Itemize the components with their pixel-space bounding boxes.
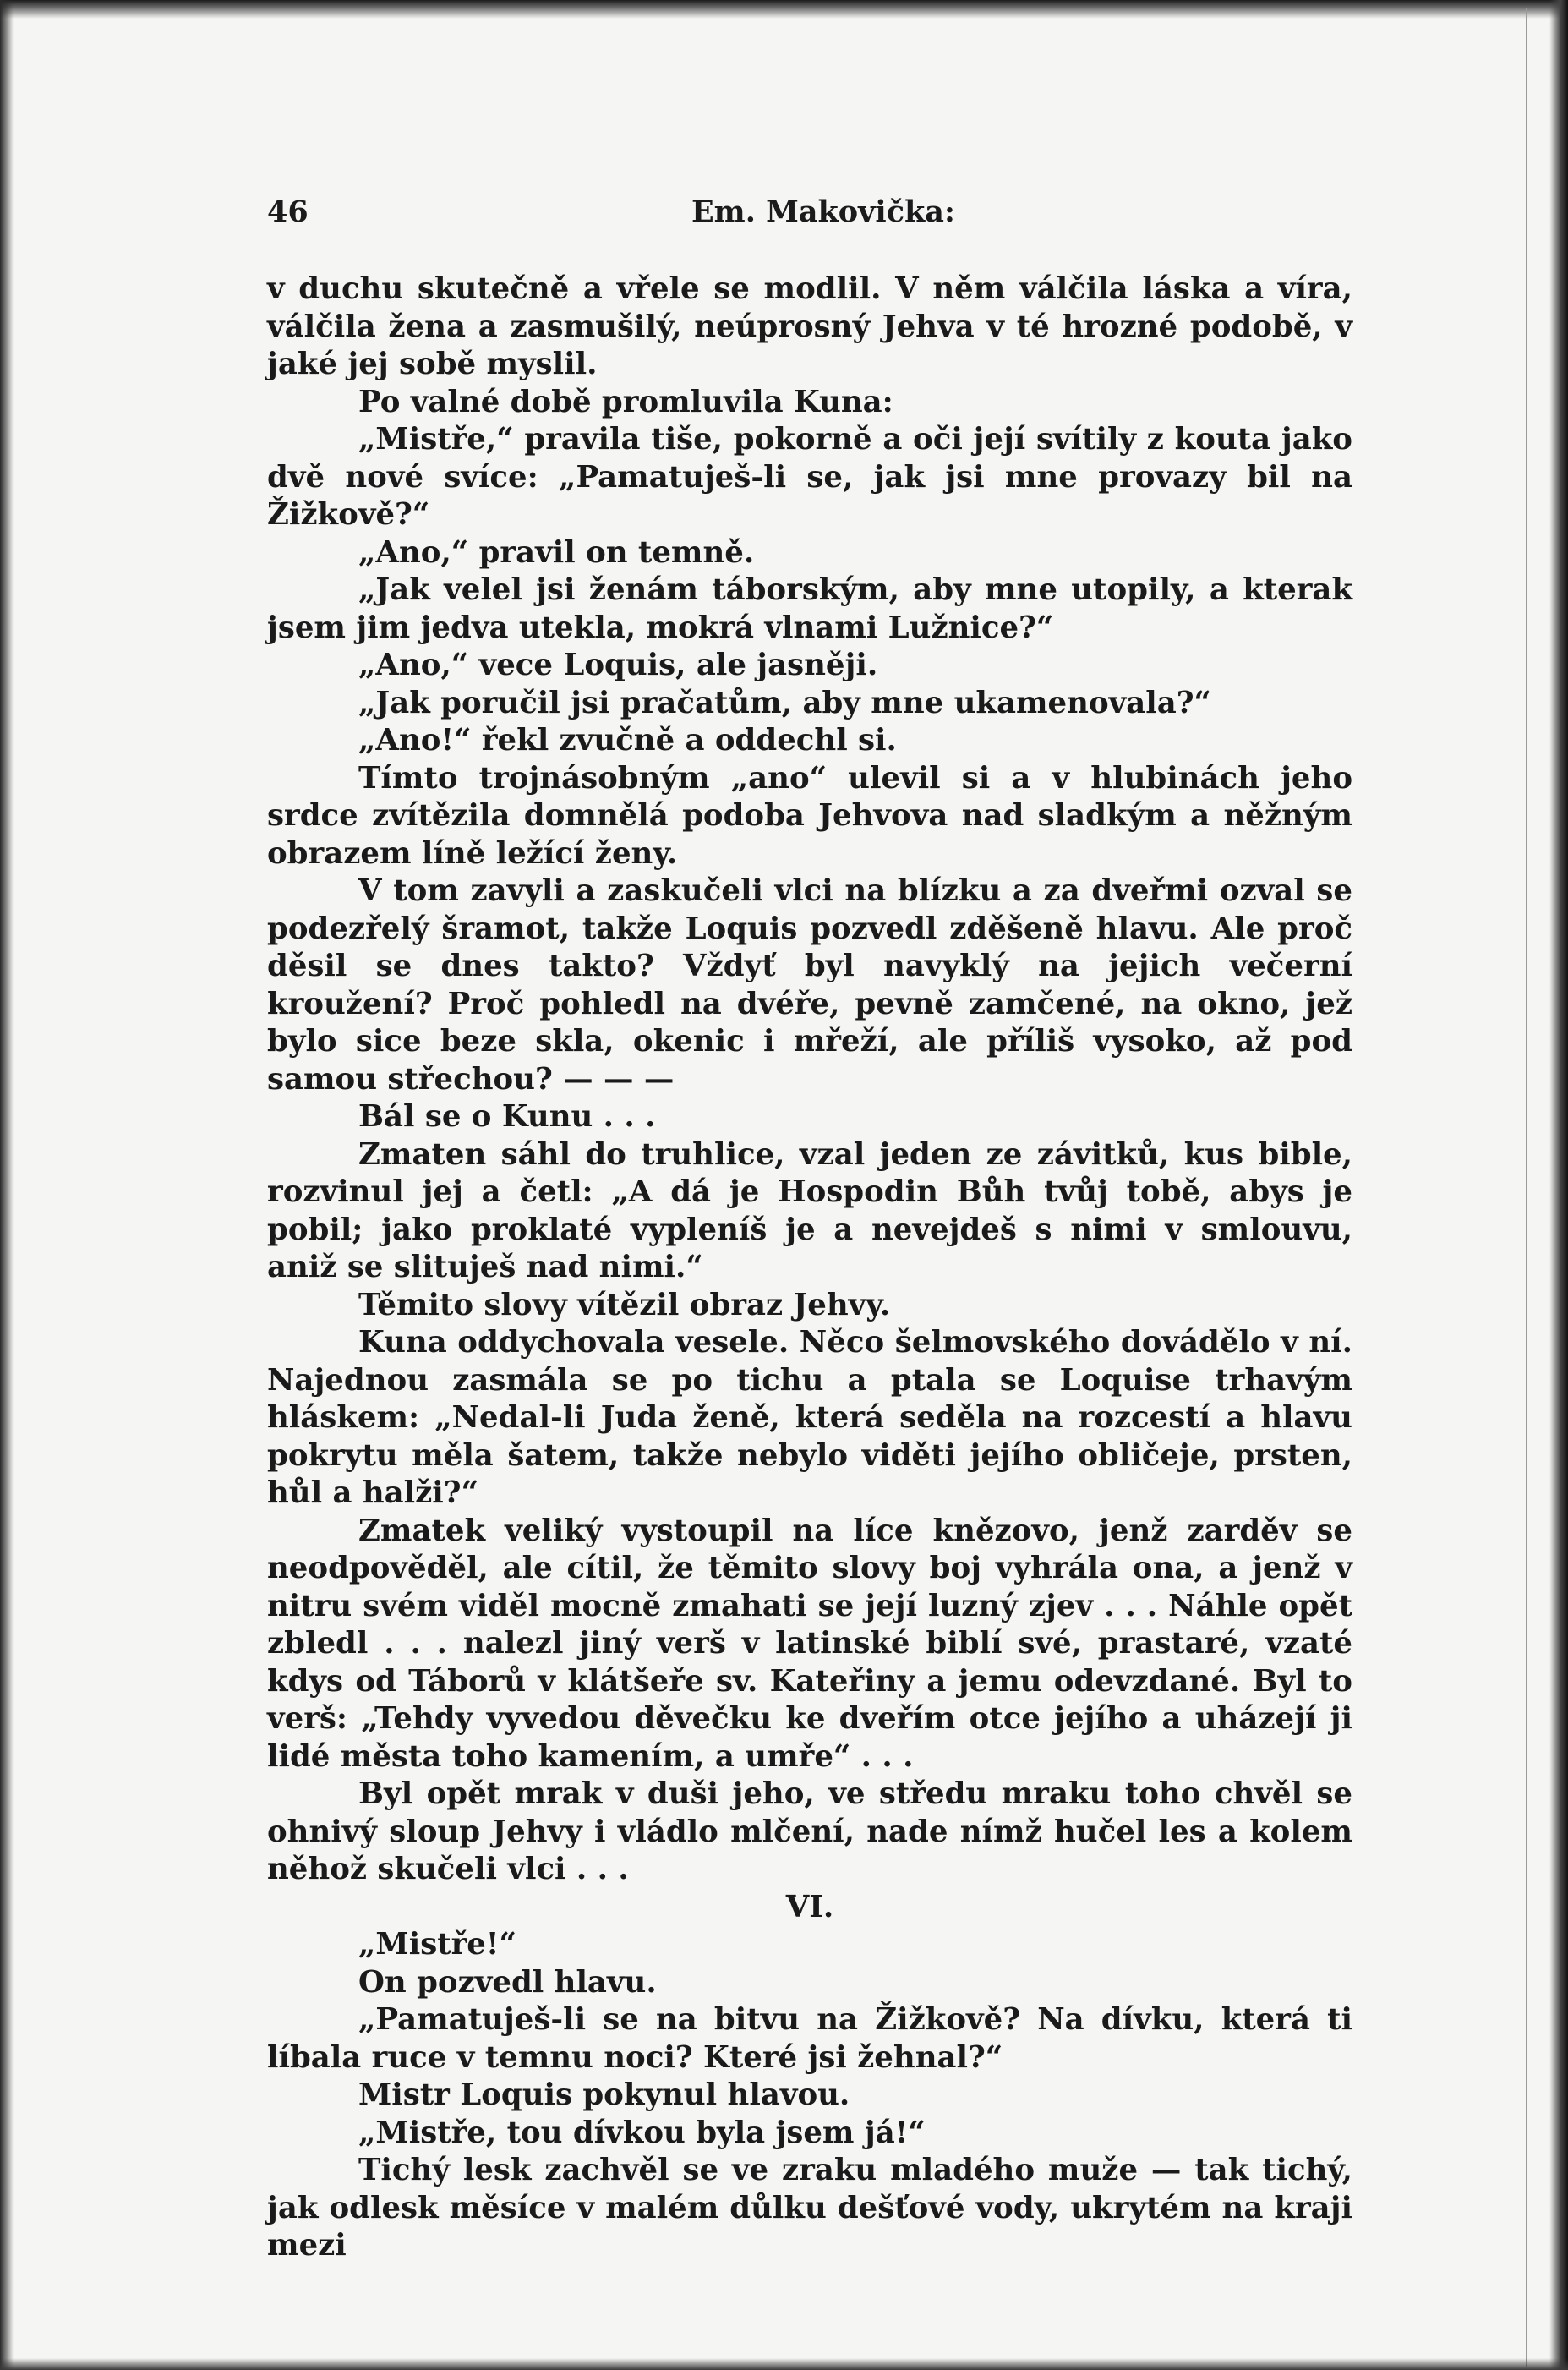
- page-edge-left: [0, 0, 14, 2370]
- page-edge-right: [1549, 0, 1568, 2370]
- paragraph: Po valné době promluvila Kuna:: [358, 384, 893, 419]
- page-header: [267, 194, 1352, 237]
- paragraph: v duchu skutečně a vřele se modlil. V něm válčila láska a víra, válčila žena a zasmušilý, neúprosný Jehva v té hrozné podobě, v jaké jej sobě myslil.: [267, 271, 1352, 381]
- paragraph: „Mistře, tou dívkou byla jsem já!“: [358, 2115, 926, 2150]
- paragraph: „Mistře!“: [358, 1927, 516, 1962]
- paragraph: On pozvedl hlavu.: [358, 1964, 657, 2000]
- paragraph: „Jak velel jsi ženám táborským, aby mne utopily, a kterak jsem jim jedva utekla, mokrá vlnami Lužnice?“: [267, 572, 1352, 645]
- paragraph: „Pamatuješ-li se na bitvu na Žižkově? Na dívku, která ti líbala ruce v temnu noci? Které jsi žehnal?“: [267, 2002, 1352, 2075]
- paragraph: Zmatek veliký vystoupil na líce knězovo, jenž zarděv se neodpověděl, ale cítil, že těmito slovy boj vyhrála ona, a jenž v nitru svém viděl mocně zmahati se její luzný zjev . . . Náhle opět zbledl . . . nalezl jiný verš v latinské biblí své, prastaré, vzaté kdys od Táborů v klátšeře sv. Kateřiny a jemu odevzdané. Byl to verš: „Tehdy vyvedou děvečku ke dveřím otce jejího a uházejí ji lidé města toho kamením, a umře“ . . .: [267, 1513, 1352, 1774]
- paragraph: Těmito slovy vítězil obraz Jehvy.: [358, 1287, 891, 1322]
- paragraph: „Ano,“ pravil on temně.: [358, 534, 755, 570]
- page-number: 46: [267, 194, 309, 229]
- paragraph: „Ano!“ řekl zvučně a oddechl si.: [358, 723, 897, 758]
- paragraph: Zmaten sáhl do truhlice, vzal jeden ze závitků, kus bible, rozvinul jej a četl: „A dá je Hospodin Bůh tvůj tobě, abys je pobil; jako proklaté vypleníš je a nevejdeš s nimi v smlouvu, aniž se slituješ nad nimi.“: [267, 1136, 1352, 1284]
- paragraph: „Jak poručil jsi pračatům, aby mne ukamenovala?“: [358, 685, 1211, 720]
- paragraph: Tímto trojnásobným „ano“ ulevil si a v hlubinách jeho srdce zvítězila domnělá podoba Jehvova nad sladkým a něžným obrazem líně ležící ženy.: [267, 760, 1352, 871]
- paragraph: V tom zavyli a zaskučeli vlci na blízku a za dveřmi ozval se podezřelý šramot, takže Loquis pozvedl zděšeně hlavu. Ale proč děsil se dnes takto? Vždyť byl navyklý na jejich večerní kroužení? Proč pohledl na dvéře, pevně zamčené, na okno, jež bylo sice beze skla, okenic i mřeží, ale příliš vysoko, až pod samou střechou? — — —: [267, 873, 1352, 1097]
- page-edge-top: [0, 0, 1568, 19]
- page-edge-rule: [1526, 8, 1527, 2367]
- page-edge-bottom: [0, 2358, 1568, 2370]
- section-heading: VI.: [785, 1889, 834, 1924]
- paragraph: Bál se o Kunu . . .: [358, 1099, 656, 1134]
- paragraph: „Ano,“ vece Loquis, ale jasněji.: [358, 648, 878, 682]
- paragraph: Tichý lesk zachvěl se ve zraku mladého muže — tak tichý, jak odlesk měsíce v malém důlku dešťové vody, ukrytém na kraji mezi: [267, 2153, 1352, 2263]
- paragraph: Kuna oddychovala vesele. Něco šelmovského dovádělo v ní. Najednou zasmála se po tichu a ptala se Loquise trhavým hláskem: „Nedal-li Juda ženě, která seděla na rozcestí a hlavu pokrytu měla šatem, takže nebylo viděti jejího obličeje, prsten, hůl a halži?“: [267, 1325, 1352, 1510]
- body-text: [267, 271, 1352, 2265]
- paragraph: Byl opět mrak v duši jeho, ve středu mraku toho chvěl se ohnivý sloup Jehvy i vládlo mlčení, nade nímž hučel les a kolem něhož skučeli vlci . . .: [267, 1776, 1352, 1886]
- paragraph: Mistr Loquis pokynul hlavou.: [358, 2077, 850, 2112]
- running-head: Em. Makovička:: [691, 194, 955, 229]
- paragraph: „Mistře,“ pravila tiše, pokorně a oči její svítily z kouta jako dvě nové svíce: „Pamatuješ-li se, jak jsi mne provazy bil na Žižkově?“: [267, 422, 1352, 532]
